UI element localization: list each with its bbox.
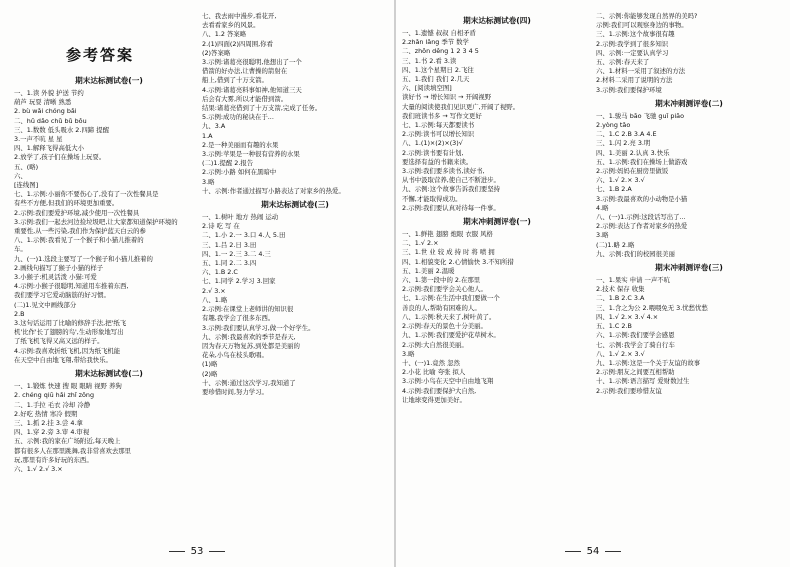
left-page bbox=[0, 0, 394, 567]
answer-line: 结果:诸葛亮借到了十万支箭,完成了任务。 bbox=[202, 104, 322, 113]
answer-line: 2.放学了,孩子们在操场上玩耍。 bbox=[14, 153, 106, 162]
answer-line: 2.示例:读书要有计划, bbox=[402, 148, 464, 157]
answer-line: 2.示例:妈妈在厨房里做饭 bbox=[596, 167, 669, 176]
answer-line: [连线图] bbox=[14, 181, 39, 190]
answer-line: 五、1.C 2.B bbox=[596, 322, 632, 331]
answer-line: 七、1.示例:在生活中我们要做一个 bbox=[402, 294, 500, 303]
answer-line: 不懈,才能取得成功。 bbox=[402, 194, 462, 203]
answer-line: 八、1.示例:我看见了一个猴子和小猫儿推着的 bbox=[14, 236, 144, 245]
page-number-value: 54 bbox=[586, 546, 600, 557]
answer-line: (2)答案略 bbox=[202, 48, 231, 57]
answer-line: 四、1.一 2.三 3.二 4.三 bbox=[202, 249, 271, 258]
answer-line: 二、示例:你能够发现自然界的美吗? bbox=[596, 12, 698, 20]
answer-line: 玩,那里有许多好玩的东西。 bbox=[14, 455, 93, 464]
answer-line: 3.一声不吭 星 星 bbox=[14, 135, 63, 144]
answer-line: 葫芦 玩耍 清晰 熟悉 bbox=[14, 98, 72, 107]
answer-line: 3.示例:我们要保护环境 bbox=[596, 85, 662, 94]
answer-line: 2.yòng tǎo bbox=[596, 121, 631, 130]
answer-line: 3.示例:小鸟在天空中自由地飞翔 bbox=[402, 377, 494, 386]
answer-line: 3.示例:诸葛亮很聪明,他想出了一个 bbox=[202, 58, 302, 67]
answer-line: 2.示例:我学到了很多知识 bbox=[596, 39, 669, 48]
answer-line: 九、示例:我们的校园很美丽 bbox=[596, 249, 675, 258]
answer-line: 八、1.(1)×(2)×(3)√ bbox=[402, 139, 463, 148]
answer-line: 去看看家乡的风景。 bbox=[202, 21, 260, 30]
right-page bbox=[396, 0, 790, 567]
answer-line: 大量的阅读使我们见识更广,开阔了视野。 bbox=[402, 102, 520, 111]
answer-line: 2.示例:我们要学会关心他人。 bbox=[402, 285, 487, 294]
answer-line: 3.示例:我们要多读书,读好书, bbox=[402, 167, 485, 176]
answer-line: 十、(一)1.竟然 忽然 bbox=[402, 358, 460, 367]
answer-line: 七、1.示例:每天都要读书 bbox=[402, 121, 475, 130]
answer-line: 六、1.B 2.C bbox=[202, 268, 238, 277]
page-title: 参考答案 bbox=[65, 46, 134, 64]
answer-line: 三、1.含之为公 2.喂喂免无 3.忧愁忧愁 bbox=[596, 303, 708, 312]
right-column-1 bbox=[402, 12, 592, 527]
answer-line: 一、1.树叶 地方 热闹 运动 bbox=[202, 213, 279, 222]
answer-line: 2.示例:小路 如何在黑暗中 bbox=[202, 168, 277, 177]
answer-line: 五、1.示例:我们在操场上做游戏 bbox=[596, 157, 688, 166]
answer-line: 六、1.第一段中的 2.在那里 bbox=[402, 276, 481, 285]
answer-line: 八、1.略 bbox=[202, 295, 228, 304]
answer-line: 2.示例:朋友之间要互相帮助 bbox=[596, 368, 675, 377]
answer-line: 让地球变得更加美好。 bbox=[402, 395, 466, 404]
answer-line: 从书中汲取营养,使自己不断进步。 bbox=[402, 176, 500, 185]
answer-line: 八、1.√ 2.× 3.√ bbox=[596, 349, 645, 358]
answer-line: 3.小猴子:机灵活泼 小猫:可爱 bbox=[14, 273, 97, 282]
answer-line: 2.诗 吃 写 在 bbox=[202, 222, 240, 231]
answer-line: 善良的人,帮助有困难的人。 bbox=[402, 303, 481, 312]
answer-line: 一、1.锻炼 快速 搜 眼 眼睛 视野 养狗 bbox=[14, 382, 122, 391]
answer-line: 3.示例:我们要认真学习,做一个好学生。 bbox=[202, 323, 315, 332]
answer-line: 4.示例:小猴子很聪明,知道用车推着东西, bbox=[14, 282, 129, 291]
answer-line: 我们要学习它爱动脑筋的好习惯。 bbox=[14, 291, 110, 300]
answer-line: 八、1.2 答案略 bbox=[202, 30, 247, 39]
answer-line: 2.示例:在课堂上老师讲的知识很 bbox=[202, 305, 294, 314]
answer-line: (2)略 bbox=[202, 369, 218, 378]
answer-line: 2.画线句描写了猴子小猫的样子 bbox=[14, 263, 104, 272]
answer-line: 2. bù wǎi chóng bǎi bbox=[14, 107, 77, 116]
answer-line: 十、1.示例:语言描写 爱财数过生 bbox=[596, 377, 690, 386]
section-heading: 期末达标测试卷(二) bbox=[75, 369, 143, 379]
answer-line: 九、3.A bbox=[202, 122, 226, 131]
answer-line: 三、1.世 业 较 成 持 时 将 喷 拥 bbox=[402, 248, 495, 257]
section-heading: 期末冲刺测评卷(三) bbox=[655, 263, 723, 273]
answer-line: 2. chéng qiū hǎi zhǐ zǒng bbox=[14, 391, 95, 400]
answer-line: 3.示例:苹果是一种很有营养的水果 bbox=[202, 150, 300, 159]
answer-line: 2.示例:大自然很美丽。 bbox=[402, 340, 468, 349]
section-heading: 期末冲刺测评卷(一) bbox=[463, 217, 531, 227]
answer-line: 2.技术 保存 收集 bbox=[596, 285, 645, 294]
answer-line: 要选择有益的书籍来读。 bbox=[402, 157, 473, 166]
answer-line: 1.A bbox=[202, 131, 213, 140]
answer-line: 八、(一)1.示例:这段话写出了... bbox=[596, 213, 686, 222]
answer-line: 二、1.B 2.C 3.A bbox=[596, 294, 645, 303]
answer-line: 六、 bbox=[14, 171, 27, 180]
answer-line: 九、示例:这个故事告诉我们要坚持 bbox=[402, 185, 501, 194]
answer-line: 2.(1)四面(2)四周围,你看 bbox=[202, 39, 273, 48]
answer-line: 二、hǔ dǎo chǔ bǔ bǒu bbox=[14, 116, 87, 125]
answer-line: 示例:我们可以观察身边的事物。 bbox=[596, 21, 688, 30]
answer-line: 5.示例:成功的秘诀在于... bbox=[202, 113, 274, 122]
answer-line: 3.略 bbox=[596, 231, 609, 240]
answer-line: 六、1.材料一采用了叙述的方法 bbox=[596, 67, 686, 76]
answer-line: 因为春天万物复苏,到处都是美丽的 bbox=[202, 341, 300, 350]
answer-line: 四、1.解释飞得高低大小 bbox=[14, 144, 85, 153]
answer-line: 2.示例:读书可以增长知识 bbox=[402, 130, 475, 139]
answer-line: 四、1.相貌变化 2.心情愉快 3.不知所措 bbox=[402, 257, 514, 266]
answer-line: 3.略 bbox=[402, 349, 415, 358]
section-heading: 期末冲刺测评卷(二) bbox=[655, 98, 723, 108]
answer-line: 2.示例:我们要认真对待每一件事。 bbox=[402, 203, 500, 212]
answer-line: 十、示例:通过这次学习,我知道了 bbox=[202, 378, 296, 387]
answer-line: 2.B bbox=[14, 309, 25, 318]
answer-line: 一、1.读 外貌 护送 节约 bbox=[14, 89, 84, 97]
answer-line: 九、1.示例:我们要爱护花草树木。 bbox=[402, 331, 500, 340]
answer-line: 三、1.吕 2.日 3.田 bbox=[202, 240, 257, 249]
answer-line: 二、1.小 2.一 3.口 4.人 5.田 bbox=[202, 231, 286, 240]
answer-line: 八、1.示例:秋天来了,树叶黄了。 bbox=[402, 312, 496, 321]
left-column-2 bbox=[202, 12, 388, 527]
answer-line: 九、(一)1.选段主要写了一个猴子和小猫儿推着的 bbox=[14, 254, 153, 263]
answer-line: 三、1.示例:这个故事很有趣 bbox=[596, 30, 675, 39]
answer-line: (二)1.提醒 2.报告 bbox=[202, 159, 254, 168]
answer-line: 二、zhōn děng 1 2 3 4 5 bbox=[402, 47, 479, 56]
answer-line: 4.略 bbox=[596, 203, 609, 212]
answer-line: 在天空中自由地飞翔,带给我快乐。 bbox=[14, 355, 112, 364]
answer-line: 二、1.√ 2.× bbox=[402, 239, 439, 248]
answer-line: 七、我去雨中漫步,看花开, bbox=[202, 12, 277, 20]
answer-line: 机'比作'长了翅膀的鸟',生动形象地写出 bbox=[14, 328, 124, 337]
answer-line: 四、1.√ 2.× 3.√ 4.× bbox=[596, 312, 659, 321]
answer-line: 4.示例:诸葛亮料事如神,他知道三天 bbox=[202, 85, 302, 94]
answer-line: 2.示例:春天的景色十分美丽。 bbox=[402, 322, 487, 331]
answer-line: 五、1.同 2.二 3.四 bbox=[202, 259, 257, 268]
answer-line: 要珍惜时间,努力学习。 bbox=[202, 387, 268, 396]
answer-line: 2.小花 比喻 夸张 拟人 bbox=[402, 368, 466, 377]
answer-line: 三、1.书 2.看 3.读 bbox=[402, 56, 457, 65]
answer-line: 六、1.√ 2.√ 3.× bbox=[14, 464, 63, 473]
answer-line: 二、1.手拉 毛衣 冷却 冷静 bbox=[14, 400, 91, 409]
answer-line: 三、1.数数 低头吸水 2.四蹄 提醒 bbox=[14, 125, 109, 134]
answer-line: 一、1.鲜艳 翅膀 炮眼 衣服 风格 bbox=[402, 230, 493, 239]
answer-line: 都有很多人在那里跳舞,我非常喜欢去那里 bbox=[14, 446, 132, 455]
answer-line: 二、1.C 2.B 3.A 4.E bbox=[596, 130, 657, 139]
answer-line: (二)1.见文中画线部分 bbox=[14, 300, 77, 309]
answer-line: 借箭的好办法,让曹操的箭射在 bbox=[202, 67, 288, 76]
right-column-2 bbox=[596, 12, 782, 527]
answer-line: 4.示例:我喜欢折纸飞机,因为纸飞机能 bbox=[14, 346, 121, 355]
answer-line: 车。 bbox=[14, 245, 27, 254]
answer-line: (1)略 bbox=[202, 360, 218, 369]
answer-line: 2.示例:我们要珍惜友谊 bbox=[596, 386, 662, 395]
answer-line: 2.示例:表达了作者对家乡的热爱 bbox=[596, 222, 688, 231]
answer-line: 2.zhǎn lǎng 季节 数学 bbox=[402, 38, 469, 47]
answer-line: 四、1.美丽 2.认真 3.快乐 bbox=[596, 148, 670, 157]
answer-line: 七、1.同学 2.学习 3.回家 bbox=[202, 277, 276, 286]
page-number bbox=[396, 546, 790, 557]
answer-line: 3.示例:我们一起去河边捡垃圾吧,让大家都知道保护环境的 bbox=[14, 217, 178, 226]
answer-line: 2.√ 3.× bbox=[202, 286, 226, 295]
answer-line: 九、示例:我最喜欢的季节是春天, bbox=[202, 332, 296, 341]
answer-line: 3.略 bbox=[202, 177, 215, 186]
answer-line: 四、1.这个星期日 2.飞往 bbox=[402, 65, 474, 74]
answer-line: 3.示例:我最喜欢的小动物是小猫 bbox=[596, 194, 688, 203]
answer-line: 六、[阅读填空图] bbox=[402, 84, 452, 93]
answer-line: 五、(略) bbox=[14, 162, 39, 171]
answer-line: 我们班读书多 → 写作文更好 bbox=[402, 111, 482, 120]
answer-line: (二)1.略 2.略 bbox=[596, 240, 635, 249]
answer-line: 一、1.骏马 bāo 飞驰 guǐ piāo bbox=[596, 111, 684, 120]
answer-line: 五、示例:春天来了 bbox=[596, 58, 650, 67]
answer-line: 4.示例:我们要保护大自然, bbox=[402, 386, 477, 395]
answer-line: 五、1.美丽 2.温暖 bbox=[402, 266, 455, 275]
answer-line: 三、1.抓 2.挂 3.尝 4.拿 bbox=[14, 418, 83, 427]
answer-line: 读好书 → 增长知识 → 开阔视野 bbox=[402, 93, 492, 102]
answer-line: 重要性,从一些污染,我们作为保护蓝天白云的参 bbox=[14, 227, 146, 236]
answer-line: 七、示例:我学会了骑自行车 bbox=[596, 340, 675, 349]
section-heading: 期末达标测试卷(一) bbox=[75, 76, 143, 85]
answer-line: 船上,借到了十万支箭。 bbox=[202, 76, 268, 85]
answer-line: 六、1.示例:我们要学会感恩 bbox=[596, 331, 675, 340]
answer-line: 三、1.闪 2.亮 3.明 bbox=[596, 139, 651, 148]
answer-line: 一、1.遗憾 叔叔 自相矛盾 bbox=[402, 29, 477, 37]
answer-line: 花朵,小鸟在枝头歌唱。 bbox=[202, 351, 268, 360]
section-heading: 期末达标测试卷(四) bbox=[463, 16, 531, 25]
answer-line: 五、1.我们 我们 2.几天 bbox=[402, 75, 470, 84]
answer-line: 七、1.示例:小丽你不要伤心了,没有了一次性餐具是 bbox=[14, 190, 159, 199]
answer-line: 六、1.√ 2.× 3.√ bbox=[596, 176, 645, 185]
answer-line: 七、1.B 2.A bbox=[596, 185, 632, 194]
answer-line: 九、1.示例:这是一个关于友谊的故事 bbox=[596, 358, 701, 367]
answer-line: 后会有大雾,所以才能借到箭。 bbox=[202, 94, 288, 103]
answer-line: 有些不方便,但我们的环境更加重要。 bbox=[14, 199, 119, 208]
answer-line: 有趣,我学会了很多东西。 bbox=[202, 314, 275, 323]
answer-line: 五、示例:我的家在广场附近,每天晚上 bbox=[14, 437, 121, 446]
answer-line: 四、1.穿 2.旁 3.审 4.审视 bbox=[14, 428, 90, 437]
answer-line: 3.这句话运用了比喻的修辞手法,把'纸飞 bbox=[14, 319, 127, 328]
answer-line: 2.材料二采用了说明的方法 bbox=[596, 76, 673, 85]
answer-line: 一、1.果实 申请 一声不吭 bbox=[596, 276, 671, 285]
section-heading: 期末达标测试卷(三) bbox=[261, 200, 329, 210]
answer-line: 2.好吃 热情 寒冷 假期 bbox=[14, 409, 78, 418]
page-number bbox=[0, 546, 394, 557]
page-number-value: 53 bbox=[190, 546, 204, 557]
answer-line: 2.是一种美丽而有趣的水果 bbox=[202, 140, 279, 149]
answer-line: 四、示例:一定要认真学习 bbox=[596, 48, 669, 57]
answer-line: 十、示例:作者通过描写小路表达了对家乡的热爱。 bbox=[202, 186, 345, 195]
answer-line: 了纸飞机飞得又高又远的样子。 bbox=[14, 337, 104, 346]
answer-line: 2.示例:我们要爱护环境,减少使用一次性餐具 bbox=[14, 208, 140, 217]
left-column-1 bbox=[14, 72, 204, 527]
